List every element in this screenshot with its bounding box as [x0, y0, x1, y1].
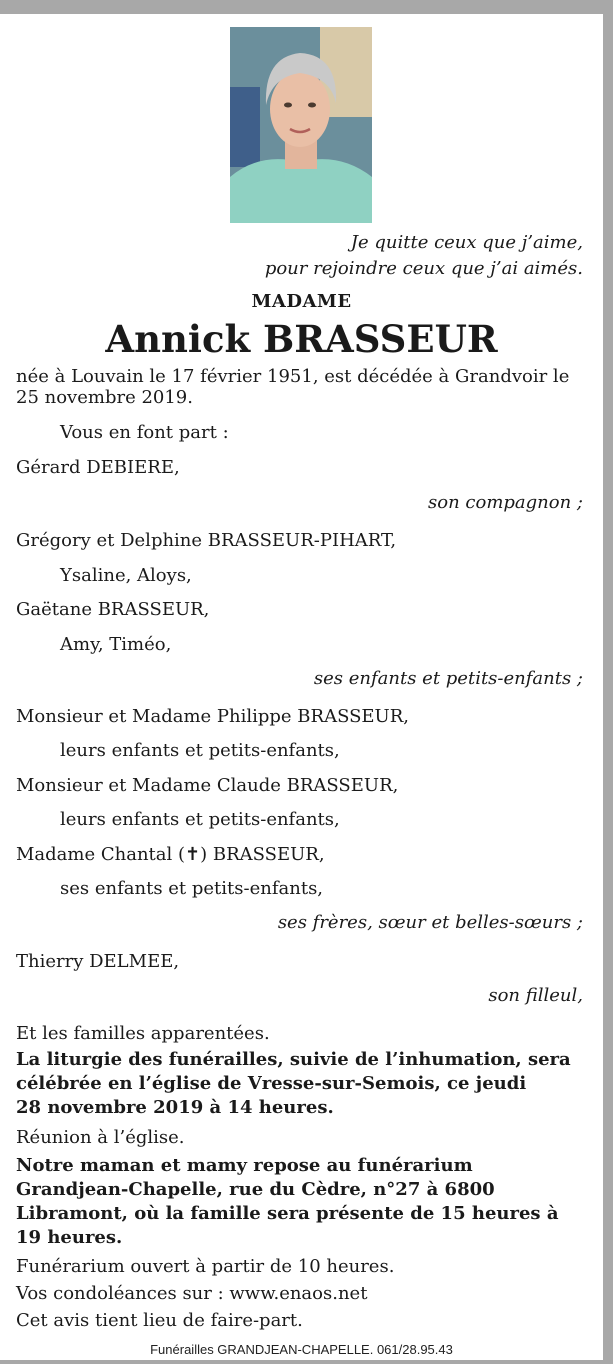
family-line: ses enfants et petits-enfants,	[60, 878, 324, 899]
relation-label: son filleul,	[488, 985, 583, 1006]
funeral-line-2: célébrée en l’église de Vresse-sur-Semois, ce jeudi	[16, 1073, 527, 1094]
honorific: MADAME	[251, 291, 352, 312]
meeting: Réunion à l’église.	[16, 1127, 185, 1148]
relation-label: son compagnon ;	[428, 492, 583, 513]
funeral-line-1: La liturgie des funérailles, suivie de l’inhumation, sera	[16, 1049, 571, 1070]
family-line: leurs enfants et petits-enfants,	[60, 740, 340, 761]
notice: Cet avis tient lieu de faire-part.	[16, 1310, 303, 1331]
rest-line-3: Libramont, où la famille sera présente de 15 heures à	[16, 1203, 559, 1224]
relation-label: ses frères, sœur et belles-sœurs ;	[277, 912, 583, 933]
quote-line-1: Je quitte ceux que j’aime,	[350, 232, 583, 253]
condolences: Vos condoléances sur : www.enaos.net	[16, 1283, 368, 1304]
obituary-card	[0, 14, 603, 1360]
family-line: Ysaline, Aloys,	[60, 565, 192, 586]
deceased-name: Annick BRASSEUR	[105, 317, 498, 361]
rest-line-2: Grandjean-Chapelle, rue du Cèdre, n°27 à 6800	[16, 1179, 495, 1200]
rest-line-1: Notre maman et mamy repose au funérarium	[16, 1155, 473, 1176]
quote-line-2: pour rejoindre ceux que j’ai aimés.	[264, 258, 583, 279]
family-line: Monsieur et Madame Claude BRASSEUR,	[16, 775, 399, 796]
family-line: Thierry DELMEE,	[16, 951, 180, 972]
family-line: Gérard DEBIERE,	[16, 457, 180, 478]
portrait-photo	[230, 27, 372, 223]
birth-death-line-1: née à Louvain le 17 février 1951, est décédée à Grandvoir le	[16, 366, 570, 387]
family-line: Gaëtane BRASSEUR,	[16, 599, 210, 620]
family-line: leurs enfants et petits-enfants,	[60, 809, 340, 830]
family-line: Madame Chantal (✝) BRASSEUR,	[16, 844, 325, 865]
family-line: Et les familles apparentées.	[16, 1023, 270, 1044]
family-line: Grégory et Delphine BRASSEUR-PIHART,	[16, 530, 397, 551]
announce: Vous en font part :	[60, 422, 229, 443]
rest-line-4: 19 heures.	[16, 1227, 123, 1248]
family-line: Amy, Timéo,	[60, 634, 172, 655]
birth-death-line-2: 25 novembre 2019.	[16, 387, 193, 408]
family-line: Monsieur et Madame Philippe BRASSEUR,	[16, 706, 409, 727]
funeral-line-3: 28 novembre 2019 à 14 heures.	[16, 1097, 334, 1118]
funeral-home-footer: Funérailles GRANDJEAN-CHAPELLE. 061/28.95.43	[150, 1342, 453, 1357]
hours: Funérarium ouvert à partir de 10 heures.	[16, 1256, 395, 1277]
relation-label: ses enfants et petits-enfants ;	[313, 668, 583, 689]
